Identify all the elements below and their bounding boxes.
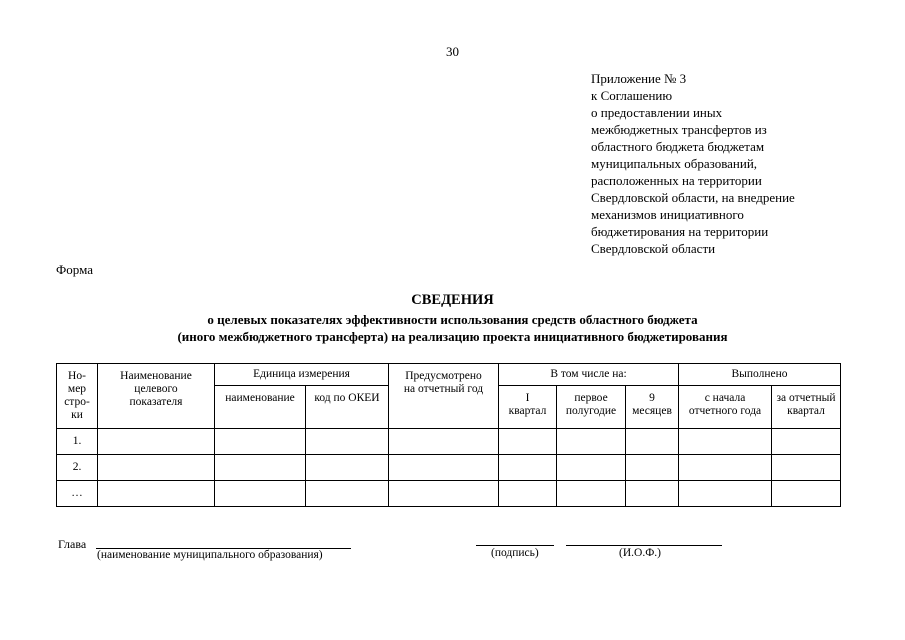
table-cell bbox=[626, 455, 679, 481]
table-cell bbox=[389, 429, 499, 455]
document-subtitle-line-1: о целевых показателях эффективности использования средств областного бюджета bbox=[207, 312, 698, 327]
appendix-line: Свердловской области, на внедрение bbox=[591, 190, 795, 205]
table-cell bbox=[306, 455, 389, 481]
name-caption: (И.О.Ф.) bbox=[619, 547, 661, 559]
appendix-line: к Соглашению bbox=[591, 88, 673, 103]
header-since-year-start: с начала отчетного года bbox=[679, 386, 772, 429]
table-cell bbox=[626, 429, 679, 455]
table-cell bbox=[679, 455, 772, 481]
table-row bbox=[57, 429, 841, 455]
table-cell bbox=[389, 455, 499, 481]
table-cell bbox=[499, 455, 557, 481]
appendix-line: Приложение № 3 bbox=[591, 71, 687, 86]
form-label: Форма bbox=[56, 262, 93, 277]
header-planned: Предусмотрено на отчетный год bbox=[389, 364, 499, 429]
header-including: В том числе на: bbox=[499, 364, 679, 386]
appendix-line: механизмов инициативного bbox=[591, 207, 744, 222]
appendix-block bbox=[591, 70, 891, 257]
table-cell bbox=[499, 429, 557, 455]
table-cell bbox=[557, 429, 626, 455]
signature-line bbox=[476, 545, 554, 546]
table-cell bbox=[306, 429, 389, 455]
table-cell bbox=[215, 481, 306, 507]
table-cell bbox=[772, 429, 841, 455]
header-half-year: первое полугодие bbox=[557, 386, 626, 429]
table-cell bbox=[215, 429, 306, 455]
header-q1: I квартал bbox=[499, 386, 557, 429]
header-indicator-name: Наименование целевого показателя bbox=[98, 364, 215, 429]
row-number-cell: … bbox=[57, 481, 98, 507]
table-cell bbox=[306, 481, 389, 507]
header-completed: Выполнено bbox=[679, 364, 841, 386]
indicators-table bbox=[56, 363, 841, 507]
table-cell bbox=[679, 481, 772, 507]
table-cell bbox=[98, 429, 215, 455]
header-unit-name: наименование bbox=[215, 386, 306, 429]
appendix-line: межбюджетных трансфертов из bbox=[591, 122, 767, 137]
table-row bbox=[57, 455, 841, 481]
header-row-number: Но- мер стро- ки bbox=[57, 364, 98, 429]
table-cell bbox=[215, 455, 306, 481]
row-number-cell: 1. bbox=[57, 429, 98, 455]
appendix-line: расположенных на территории bbox=[591, 173, 762, 188]
table-cell bbox=[626, 481, 679, 507]
appendix-line: муниципальных образований, bbox=[591, 156, 758, 171]
table-row bbox=[57, 481, 841, 507]
table-cell bbox=[772, 455, 841, 481]
signature-caption: (подпись) bbox=[491, 547, 539, 559]
row-number-cell: 2. bbox=[57, 455, 98, 481]
header-unit-okei: код по ОКЕИ bbox=[306, 386, 389, 429]
document-title: СВЕДЕНИЯ bbox=[411, 292, 494, 308]
table-cell bbox=[98, 481, 215, 507]
table-cell bbox=[499, 481, 557, 507]
municipality-caption: (наименование муниципального образования) bbox=[97, 549, 323, 561]
appendix-line: о предоставлении иных bbox=[591, 105, 723, 120]
appendix-line: Свердловской области bbox=[591, 241, 716, 256]
document-subtitle-line-2: (иного межбюджетного трансферта) на реализацию проекта инициативного бюджетирования bbox=[177, 329, 728, 344]
name-line bbox=[566, 545, 722, 546]
table-cell bbox=[679, 429, 772, 455]
table-cell bbox=[557, 455, 626, 481]
appendix-line: бюджетирования на территории bbox=[591, 224, 769, 239]
head-label: Глава bbox=[58, 537, 87, 551]
table-cell bbox=[98, 455, 215, 481]
header-unit: Единица измерения bbox=[215, 364, 389, 386]
header-for-quarter: за отчетный квартал bbox=[772, 386, 841, 429]
header-nine-months: 9 месяцев bbox=[626, 386, 679, 429]
table-cell bbox=[772, 481, 841, 507]
appendix-line: областного бюджета бюджетам bbox=[591, 139, 765, 154]
table-cell bbox=[557, 481, 626, 507]
page-number: 30 bbox=[446, 44, 459, 59]
table-cell bbox=[389, 481, 499, 507]
